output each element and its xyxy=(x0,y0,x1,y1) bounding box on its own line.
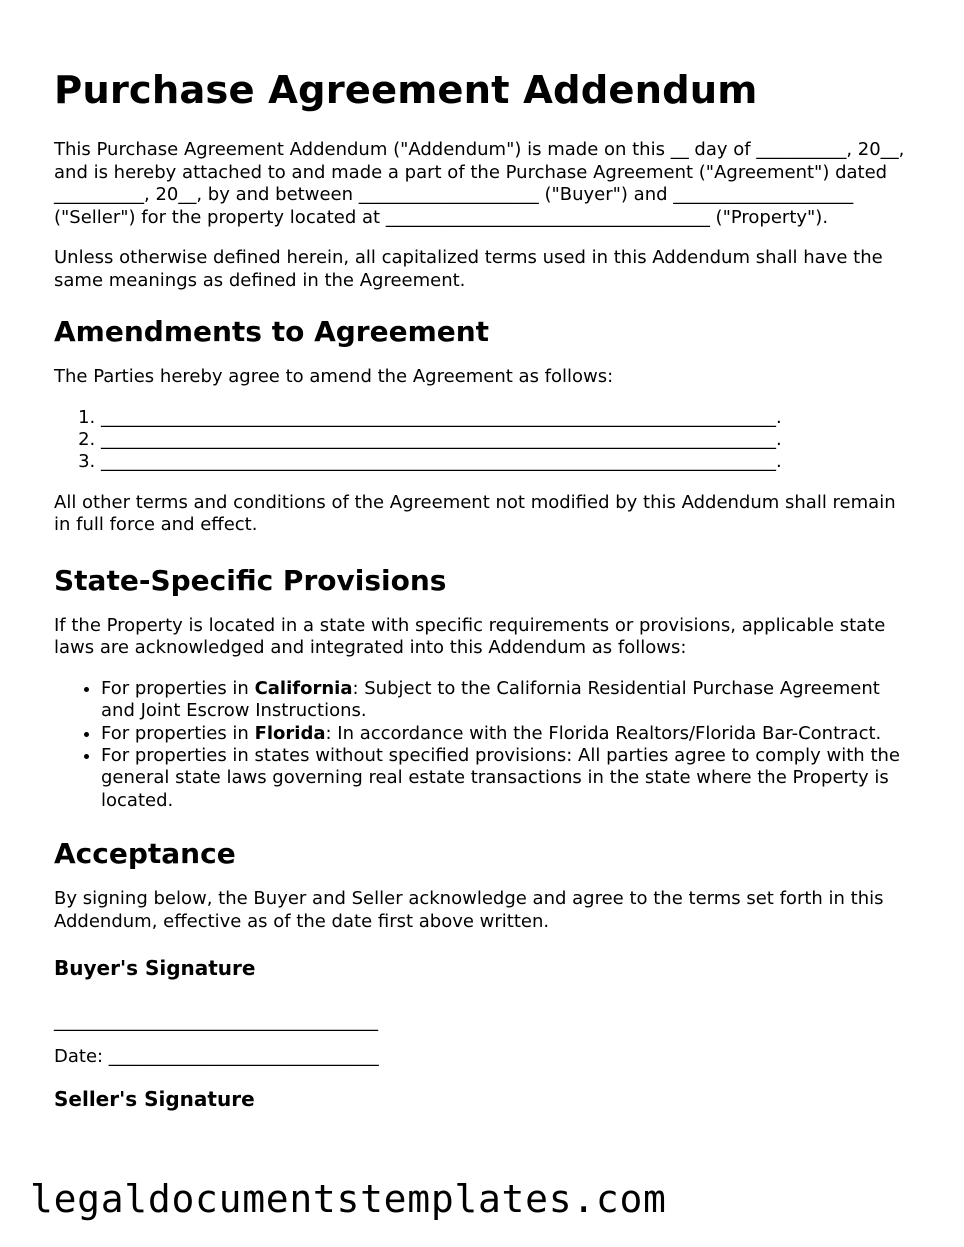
state-item-text: : In accordance with the Florida Realtors/Florida Bar-Contract. xyxy=(325,722,882,744)
amendments-intro: The Parties hereby agree to amend the Agreement as follows: xyxy=(54,366,614,387)
state-item-prefix: For properties in xyxy=(101,722,255,744)
amendment-item: 3. ___________________________________________________________________________. xyxy=(101,451,906,473)
watermark: legaldocumentstemplates.com xyxy=(30,1177,667,1221)
state-name: Florida xyxy=(254,722,326,744)
state-provisions-intro: If the Property is located in a state with specific requirements or provisions, applicable state laws are acknowledged and integrated into this Addendum as follows: xyxy=(54,614,886,659)
state-item-text: : Subject to the California Residential Purchase Agreement and Joint Escrow Instructions. xyxy=(101,677,880,722)
buyer-signature-line: ____________________________________ xyxy=(54,1011,378,1033)
state-provisions-heading: State-Specific Provisions xyxy=(54,563,447,597)
amendments-closing: All other terms and conditions of the Agreement not modified by this Addendum shall remain in full force and effect. xyxy=(54,491,896,536)
state-item-other xyxy=(101,745,906,812)
buyer-signature-heading: Buyer's Signature xyxy=(54,956,256,981)
buyer-date-line: Date: ______________________________ xyxy=(54,1045,379,1067)
acceptance-heading: Acceptance xyxy=(54,837,236,871)
amendments-list xyxy=(54,407,906,474)
seller-signature-heading: Seller's Signature xyxy=(54,1087,255,1112)
state-provisions-list xyxy=(54,678,906,812)
document-title: Purchase Agreement Addendum xyxy=(54,68,758,113)
document-page xyxy=(54,66,906,1112)
amendment-item: 1. ___________________________________________________________________________. xyxy=(101,407,906,429)
acceptance-text: By signing below, the Buyer and Seller acknowledge and agree to the terms set forth in this Addendum, effective as of the date first above written. xyxy=(54,888,884,932)
intro-paragraph: This Purchase Agreement Addendum ("Addendum") is made on this __ day of __________, 20__, and is hereby attached to and made a part of the Purchase Agreement ("Agreement") dated __________, 20__, by and between ____________________ ("Buyer") and ____________________ ("Seller") for the property located at ____________________________________ ("Property"). xyxy=(54,139,905,228)
amendment-item: 2. ___________________________________________________________________________. xyxy=(101,429,906,451)
state-item-prefix: For properties in xyxy=(101,677,255,699)
state-item-florida xyxy=(101,723,906,745)
amendments-heading: Amendments to Agreement xyxy=(54,315,490,348)
terms-paragraph: Unless otherwise defined herein, all capitalized terms used in this Addendum shall have the same meanings as defined in the Agreement. xyxy=(54,247,883,291)
state-item-california xyxy=(101,678,906,723)
state-item-prefix: For properties in states without specified provisions: All parties agree to comply with the general state laws governing real estate transactions in the state where the Property is located. xyxy=(101,744,900,811)
state-name: California xyxy=(254,677,353,699)
